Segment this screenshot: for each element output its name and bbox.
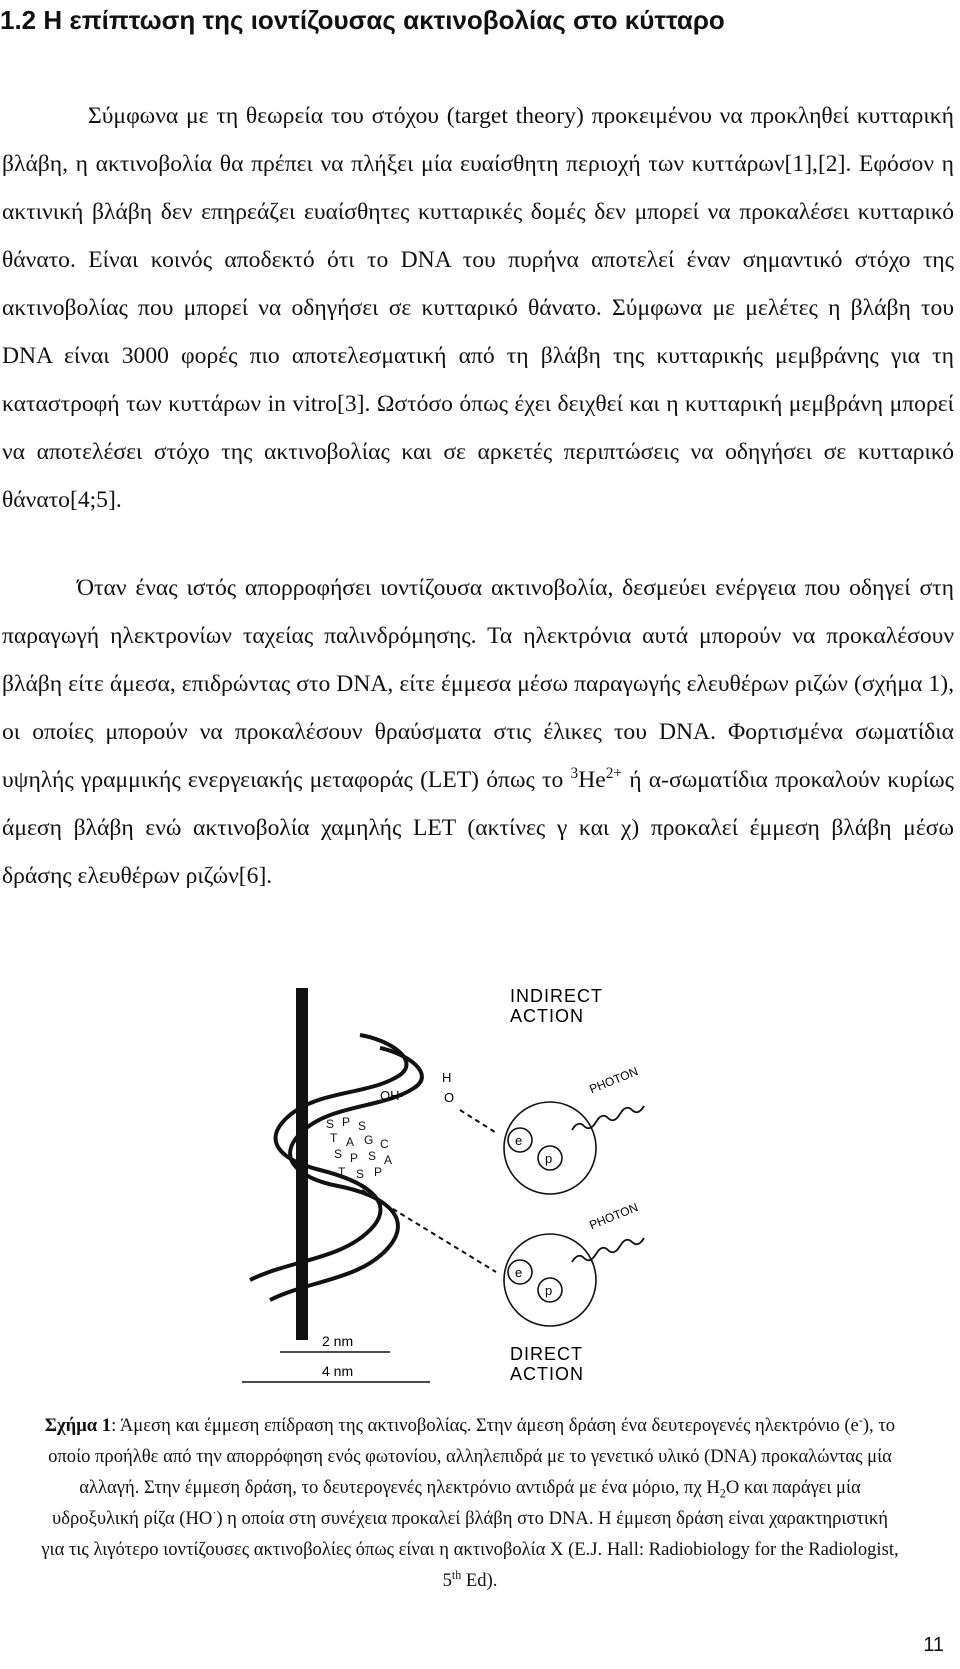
dimension-4nm-label: 4 nm <box>322 1363 354 1379</box>
page-number: 11 <box>923 1634 944 1656</box>
oxygen-label: O <box>444 1090 455 1105</box>
direct-action-label: DIRECT <box>510 1344 583 1364</box>
figure-direct-indirect-action <box>230 980 690 1400</box>
figure-caption <box>40 1410 900 1596</box>
base-letter: T <box>338 1165 346 1179</box>
isotope-symbol: He <box>578 767 606 793</box>
caption-text-1: : Άμεση και έμμεση επίδραση της ακτινοβολίας. Στην άμεση δράση ένα δευτερογενές ηλεκτρόνιο (e <box>111 1415 859 1436</box>
caption-subscript-1: 2 <box>719 1486 726 1501</box>
oh-radical-label: OH· <box>380 1088 404 1103</box>
helix-strand-a <box>250 1035 406 1280</box>
base-letter: A <box>346 1135 355 1149</box>
indirect-dashed-arrow <box>460 1110 498 1134</box>
helix-strand-b <box>270 1048 422 1300</box>
paragraph-direct-indirect <box>2 564 954 900</box>
photon-wave-lower <box>572 1238 644 1262</box>
direct-action-label-line2: ACTION <box>510 1364 585 1384</box>
paragraph-target-theory: Σύμφωνα με τη θεωρεία του στόχου (target theory) προκειμένου να προκληθεί κυτταρική βλάβη, η ακτινοβολία θα πρέπει να πλήξει μία ευαίσθητη περιοχή των κυττάρων[1],[2]. Εφόσον η ακτινική βλάβη δεν επηρεάζει ευαίσθητες κυτταρικές δομές δεν μπορεί να προκαλέσει κυτταρικό θάνατο. Είναι κοινός αποδεκτό ότι το DNA του πυρήνα αποτελεί έναν σημαντικό στόχο της ακτινοβολίας που μπορεί να οδηγήσει σε κυτταρικό θάνατο. Σύμφωνα με μελέτες η βλάβη του DNA είναι 3000 φορές πιο αποτελεσματική από τη βλάβη της κυτταρικής μεμβράνης για τη καταστροφή των κυττάρων in vitro[3]. Ωστόσο όπως έχει δειχθεί και η κυτταρική μεμβράνη μπορεί να αποτελέσει στόχο της ακτινοβολίας και σε αρκετές περιπτώσεις να οδηγήσει σε κυτταρικό θάνατο[4;5]. <box>2 103 954 513</box>
hydrogen-label: H <box>442 1070 452 1085</box>
base-letter: S <box>334 1147 343 1161</box>
base-letter: T <box>330 1131 338 1145</box>
proton-label-direct: p <box>545 1283 553 1298</box>
isotope-charge: 2+ <box>605 765 623 783</box>
caption-text-4: ) η οποία στη συνέχεια προκαλεί βλάβη στο DNA. Η έμμεση δράση είναι χαρακτηριστική για τις λιγότερο ιοντίζουσες ακτινοβολίες όπως είναι η ακτινοβολία Χ (E.J. Hall: Radiobiology for the Radiologist, 5 <box>41 1508 899 1591</box>
caption-superscript-3: th <box>451 1567 462 1582</box>
isotope-mass-number: 3 <box>570 765 579 783</box>
photon-label-upper: PHOTON <box>587 1064 640 1097</box>
caption-label: Σχήμα 1 <box>44 1415 112 1436</box>
base-letter: S <box>358 1119 367 1133</box>
paragraph2-part1: Όταν ένας ιστός απορροφήσει ιοντίζουσα ακτινοβολία, δεσμεύει ενέργεια που οδηγεί στη παραγωγή ηλεκτρονίων ταχείας παλινδρόμησης. Τα ηλεκτρόνια αυτά μπορούν να προκαλέσουν βλάβη είτε άμεσα, επιδρώντας στο DNA, είτε έμμεσα μέσω παραγωγής ελευθέρων ριζών (σχήμα 1), οι οποίες μπορούν να προκαλέσουν θραύσματα στις έλικες του DNA. Φορτισμένα σωματίδια υψηλής γραμμικής ενεργειακής μεταφοράς (LET) όπως το <box>2 575 954 793</box>
base-letter: P <box>342 1115 351 1129</box>
electron-label: e <box>515 1133 523 1148</box>
paragraph2-part2: ή α-σωματίδια προκαλούν κυρίως άμεση βλάβη ενώ ακτινοβολία χαμηλής LET (ακτίνες γ και χ) προκαλεί έμμεση βλάβη μέσω δράσης ελευθέρων ριζών[6]. <box>2 767 954 889</box>
proton-label: p <box>545 1151 553 1166</box>
base-letter: P <box>374 1165 383 1179</box>
base-letter: P <box>350 1151 359 1165</box>
base-letter: S <box>326 1117 335 1131</box>
indirect-action-label: INDIRECT <box>510 986 603 1006</box>
photon-label-lower: PHOTON <box>587 1200 640 1233</box>
base-letter: S <box>368 1149 377 1163</box>
section-heading: 1.2 Η επίπτωση της ιοντίζουσας ακτινοβολίας στο κύτταρο <box>0 5 725 35</box>
dimension-2nm-label: 2 nm <box>322 1333 354 1349</box>
caption-text-3: O και παράγει μία υδροξυλική ρίζα (HO <box>51 1477 861 1529</box>
caption-superscript-1: - <box>858 1412 863 1427</box>
caption-text-2: ), το οποίο προήλθε από την απορρόφηση ενός φωτονίου, αλληλεπιδρά με το γενετικό υλικό (DNA) προκαλώντας μία αλλαγή. Στην έμμεση δράση, το δευτερογενές ηλεκτρόνιο αντιδρά με ένα μόριο, πχ H <box>48 1415 896 1498</box>
electron-label-direct: e <box>515 1265 523 1280</box>
base-letter: G <box>364 1133 374 1147</box>
base-letter: S <box>356 1167 365 1181</box>
base-letter: A <box>384 1153 393 1167</box>
caption-text-5: Ed). <box>461 1570 498 1591</box>
caption-superscript-2: · <box>212 1505 217 1520</box>
photon-wave-upper <box>572 1106 644 1130</box>
base-letter: C <box>380 1137 389 1151</box>
indirect-action-label-line2: ACTION <box>510 1006 585 1026</box>
